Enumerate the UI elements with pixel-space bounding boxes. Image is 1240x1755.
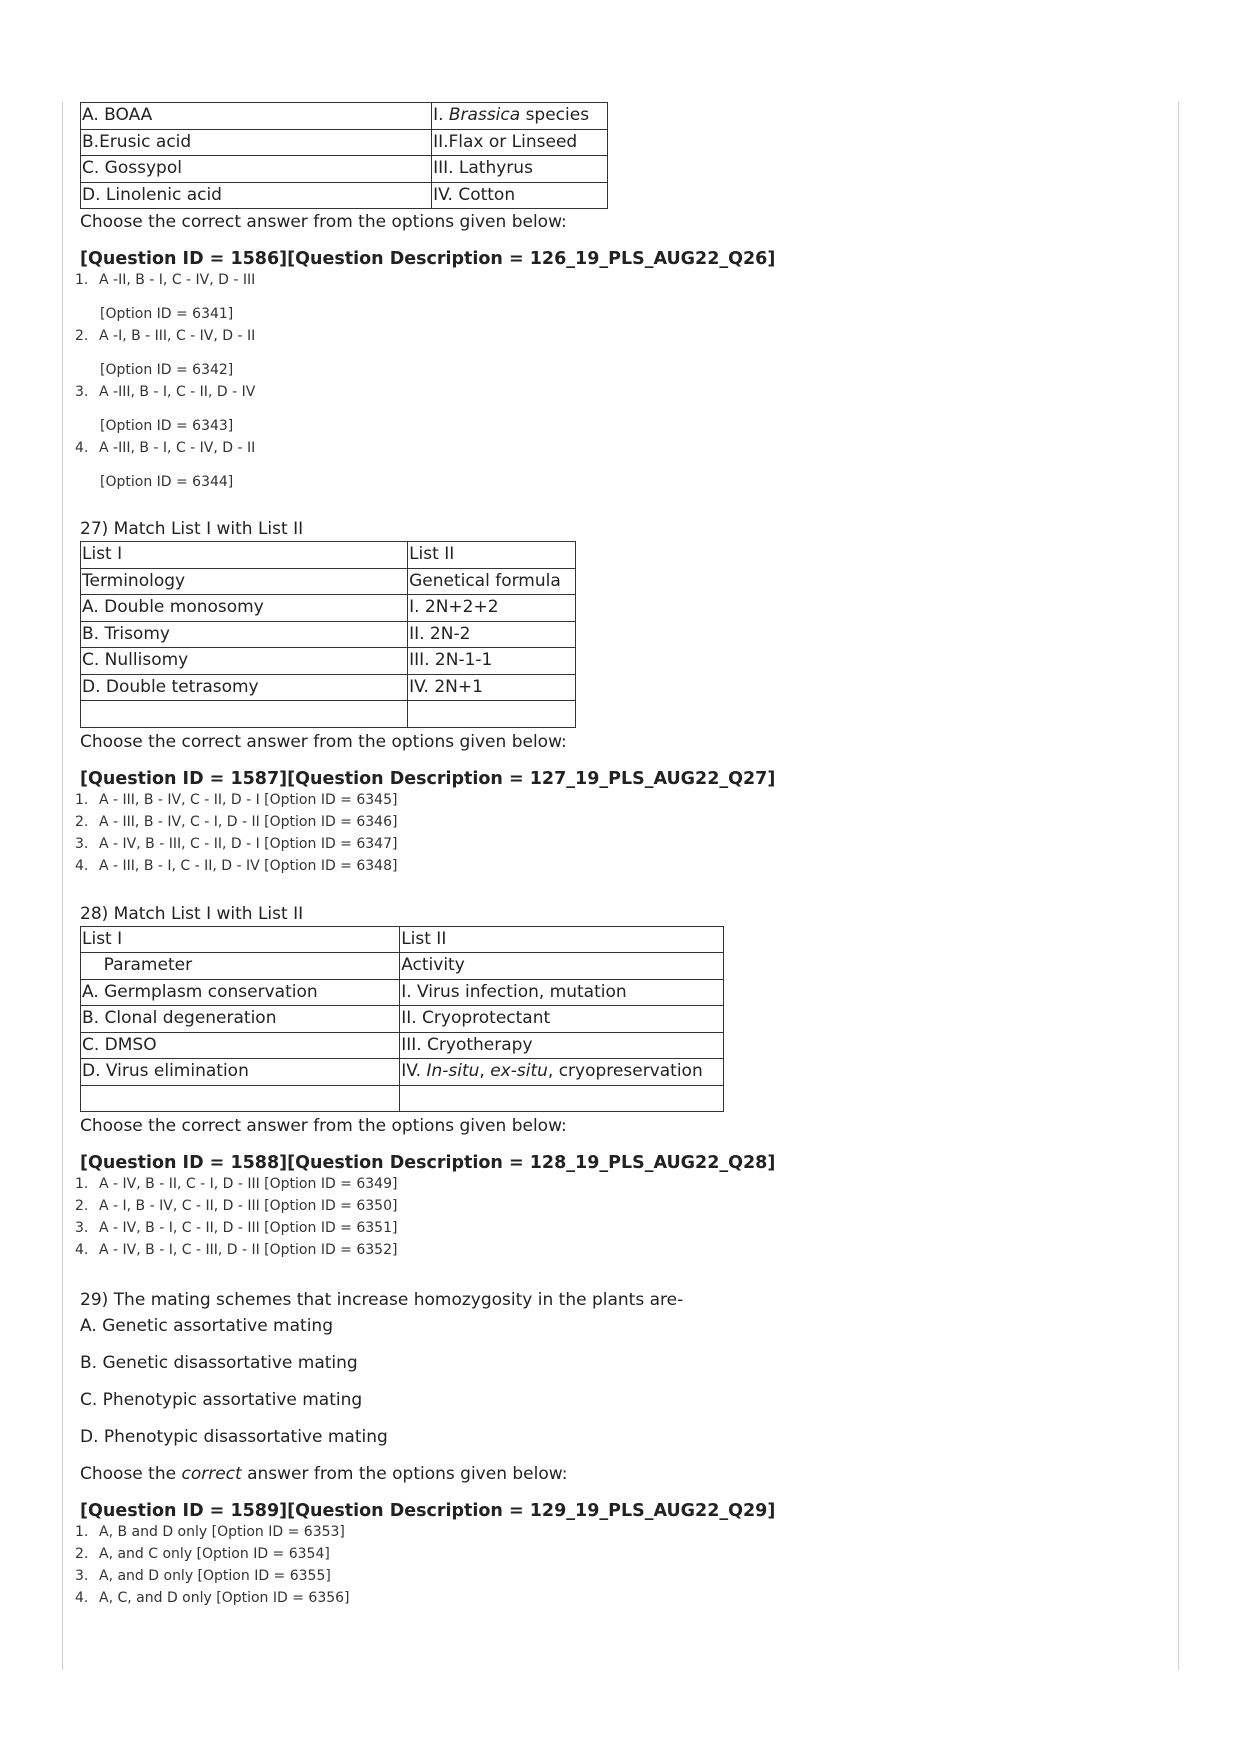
table-cell: D. Virus elimination [81, 1059, 400, 1086]
statement-b: B. Genetic disassortative mating [80, 1353, 358, 1373]
match-table-q27 [80, 541, 576, 728]
list-item: 3. A -III, B - I, C - II, D - IV [Option ID = 6343] [75, 384, 256, 434]
options-list [75, 269, 1170, 493]
table-cell: D. Linolenic acid [81, 182, 432, 209]
table-cell: C. Gossypol [81, 156, 432, 183]
table-cell: A. Germplasm conservation [81, 979, 400, 1006]
table-cell [400, 1085, 724, 1112]
table-cell: List II [400, 926, 724, 953]
question-26 [75, 102, 1170, 493]
instruction-text: Choose the correct answer from the options given below: [80, 1464, 568, 1484]
table-cell: Activity [400, 953, 724, 980]
table-row [81, 1059, 724, 1086]
list-item: 3. A, and D only [Option ID = 6355] [75, 1568, 331, 1584]
table-row-empty [81, 701, 576, 728]
question-id: [Question ID = 1588][Question Description = 128_19_PLS_AUG22_Q28] [80, 1153, 776, 1173]
table-row [81, 129, 608, 156]
table-cell [81, 1085, 400, 1112]
statement-c: C. Phenotypic assortative mating [80, 1390, 363, 1410]
table-cell: D. Double tetrasomy [81, 674, 408, 701]
table-row [81, 1006, 724, 1033]
options-list [75, 1521, 1170, 1609]
table-row [81, 953, 724, 980]
table-row [81, 648, 576, 675]
match-table-q28 [80, 926, 724, 1113]
list-item: 3. A - IV, B - I, C - II, D - III [Option ID = 6351] [75, 1220, 398, 1236]
list-item: 4. A - IV, B - I, C - III, D - II [Option ID = 6352] [75, 1242, 398, 1258]
list-item: 2. A, and C only [Option ID = 6354] [75, 1546, 330, 1562]
table-cell: C. Nullisomy [81, 648, 408, 675]
table-cell: II.Flax or Linseed [432, 129, 608, 156]
question-id: [Question ID = 1589][Question Description = 129_19_PLS_AUG22_Q29] [80, 1501, 776, 1521]
table-cell: A. BOAA [81, 103, 432, 130]
table-cell: Terminology [81, 568, 408, 595]
list-item: 1. A - IV, B - II, C - I, D - III [Option ID = 6349] [75, 1176, 398, 1192]
list-item: 4. A, C, and D only [Option ID = 6356] [75, 1590, 350, 1606]
table-row [81, 674, 576, 701]
table-cell: Genetical formula [408, 568, 576, 595]
statement-d: D. Phenotypic disassortative mating [80, 1427, 388, 1447]
statement-a: A. Genetic assortative mating [80, 1316, 333, 1336]
table-cell: B.Erusic acid [81, 129, 432, 156]
question-29 [75, 1288, 1170, 1609]
table-cell: C. DMSO [81, 1032, 400, 1059]
question-id: [Question ID = 1587][Question Description = 127_19_PLS_AUG22_Q27] [80, 768, 776, 789]
table-cell: Parameter [81, 953, 400, 980]
question-id: [Question ID = 1586][Question Description = 126_19_PLS_AUG22_Q26] [80, 249, 776, 269]
table-cell: III. 2N-1-1 [408, 648, 576, 675]
match-table-q26 [80, 102, 608, 209]
left-margin-rule [62, 102, 63, 1670]
table-cell: I. Brassica species [432, 103, 608, 130]
table-cell: IV. Cotton [432, 182, 608, 209]
table-row [81, 621, 576, 648]
table-cell [81, 701, 408, 728]
instruction-text: Choose the correct answer from the options given below: [80, 212, 567, 232]
table-cell: I. Virus infection, mutation [400, 979, 724, 1006]
question-title: 28) Match List I with List II [80, 903, 304, 924]
list-item: 4. A -III, B - I, C - IV, D - II [Option ID = 6344] [75, 440, 256, 490]
table-row [81, 156, 608, 183]
table-cell: II. Cryoprotectant [400, 1006, 724, 1033]
table-row [81, 182, 608, 209]
table-row [81, 595, 576, 622]
table-cell: List II [408, 542, 576, 569]
page-content [75, 102, 1170, 1609]
question-title: 29) The mating schemes that increase homozygosity in the plants are- [80, 1290, 684, 1310]
list-item: 1. A - III, B - IV, C - II, D - I [Option ID = 6345] [75, 791, 398, 808]
table-row [81, 979, 724, 1006]
options-list [75, 1173, 1170, 1261]
table-cell: B. Trisomy [81, 621, 408, 648]
table-row [81, 103, 608, 130]
table-cell: IV. 2N+1 [408, 674, 576, 701]
table-cell: B. Clonal degeneration [81, 1006, 400, 1033]
instruction-text: Choose the correct answer from the options given below: [80, 1116, 567, 1136]
table-cell: A. Double monosomy [81, 595, 408, 622]
question-28 [75, 902, 1170, 1262]
table-cell: II. 2N-2 [408, 621, 576, 648]
table-row [81, 542, 576, 569]
list-item: 1. A -II, B - I, C - IV, D - III [Option ID = 6341] [75, 272, 256, 322]
right-margin-rule [1178, 102, 1179, 1670]
table-row [81, 926, 724, 953]
table-cell: I. 2N+2+2 [408, 595, 576, 622]
table-cell: List I [81, 926, 400, 953]
question-title: 27) Match List I with List II [80, 519, 304, 539]
table-cell: III. Lathyrus [432, 156, 608, 183]
table-cell [408, 701, 576, 728]
table-row-empty [81, 1085, 724, 1112]
list-item: 2. A -I, B - III, C - IV, D - II [Option ID = 6342] [75, 328, 256, 378]
list-item: 2. A - III, B - IV, C - I, D - II [Option ID = 6346] [75, 813, 398, 830]
instruction-text: Choose the correct answer from the options given below: [80, 731, 567, 752]
table-row [81, 568, 576, 595]
question-27 [75, 517, 1170, 877]
list-item: 3. A - IV, B - III, C - II, D - I [Option ID = 6347] [75, 835, 398, 852]
table-cell: List I [81, 542, 408, 569]
list-item: 1. A, B and D only [Option ID = 6353] [75, 1524, 345, 1540]
table-cell: III. Cryotherapy [400, 1032, 724, 1059]
list-item: 2. A - I, B - IV, C - II, D - III [Option ID = 6350] [75, 1198, 398, 1214]
options-list [75, 789, 1170, 877]
table-cell: IV. In-situ, ex-situ, cryopreservation [400, 1059, 724, 1086]
list-item: 4. A - III, B - I, C - II, D - IV [Option ID = 6348] [75, 857, 398, 874]
table-row [81, 1032, 724, 1059]
